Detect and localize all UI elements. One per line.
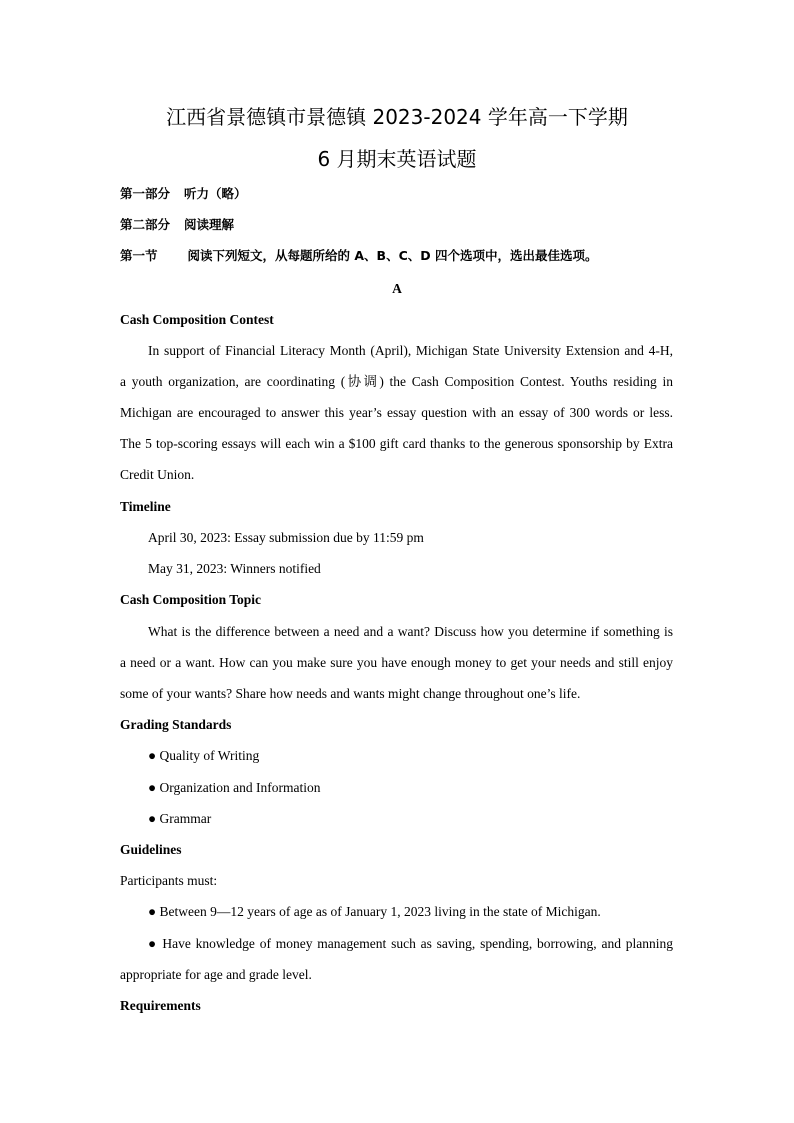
timeline-item: May 31, 2023: Winners notified: [148, 561, 321, 576]
section-1-instruction: [120, 247, 673, 265]
guidelines-heading: Guidelines: [120, 842, 182, 857]
intro-line-2: a youth organization, are coordinating (协调) the Cash Composition Contest. Youths residing in: [120, 374, 673, 389]
grading-heading: Grading Standards: [120, 717, 232, 732]
grading-item: ● Organization and Information: [148, 780, 321, 795]
requirements-heading: Requirements: [120, 998, 201, 1013]
intro-line-3: Michigan are encouraged to answer this year’s essay question with an essay of 300 words or less.: [120, 405, 673, 420]
intro-line-4: The 5 top-scoring essays will each win a $100 gift card thanks to the generous sponsorship by Extra: [120, 436, 673, 451]
exam-title-line-1: 江西省景德镇市景德镇 2023-2024 学年高一下学期: [166, 105, 628, 129]
part-1-label: 第一部分: [120, 186, 171, 201]
section-1-label: 第一节: [120, 248, 158, 263]
guideline-item-1: ● Between 9—12 years of age as of January 1, 2023 living in the state of Michigan.: [148, 904, 601, 919]
part-1-text: 听力（略）: [184, 186, 247, 201]
intro-line-1: In support of Financial Literacy Month (April), Michigan State University Extension and 4-H,: [148, 343, 673, 358]
timeline-heading: Timeline: [120, 499, 171, 514]
part-2-text: 阅读理解: [184, 217, 235, 232]
topic-line-3: some of your wants? Share how needs and wants might change throughout one’s life.: [120, 686, 581, 701]
exam-title-line-2: 6 月期末英语试题: [317, 147, 477, 171]
timeline-item: April 30, 2023: Essay submission due by 11:59 pm: [148, 530, 424, 545]
guidelines-intro: Participants must:: [120, 873, 218, 888]
intro-line-5: Credit Union.: [120, 467, 195, 482]
passage-title: Cash Composition Contest: [120, 312, 274, 327]
passage-letter: A: [392, 281, 402, 296]
guideline-item-2-line-2: appropriate for age and grade level.: [120, 967, 312, 982]
part-2-heading: [120, 216, 673, 234]
grading-item: ● Grammar: [148, 811, 212, 826]
part-2-label: 第二部分: [120, 217, 171, 232]
topic-heading: Cash Composition Topic: [120, 592, 262, 607]
section-1-text: 阅读下列短文，从每题所给的 A、B、C、D 四个选项中，选出最佳选项。: [187, 248, 598, 263]
topic-line-2: a need or a want. How can you make sure you have enough money to get your needs and still enjoy: [120, 655, 673, 670]
part-1-heading: [120, 185, 673, 203]
topic-line-1: What is the difference between a need and a want? Discuss how you determine if something is: [148, 624, 673, 639]
guideline-item-2-line-1: ● Have knowledge of money management such as saving, spending, borrowing, and planning: [148, 936, 673, 951]
grading-item: ● Quality of Writing: [148, 748, 260, 763]
